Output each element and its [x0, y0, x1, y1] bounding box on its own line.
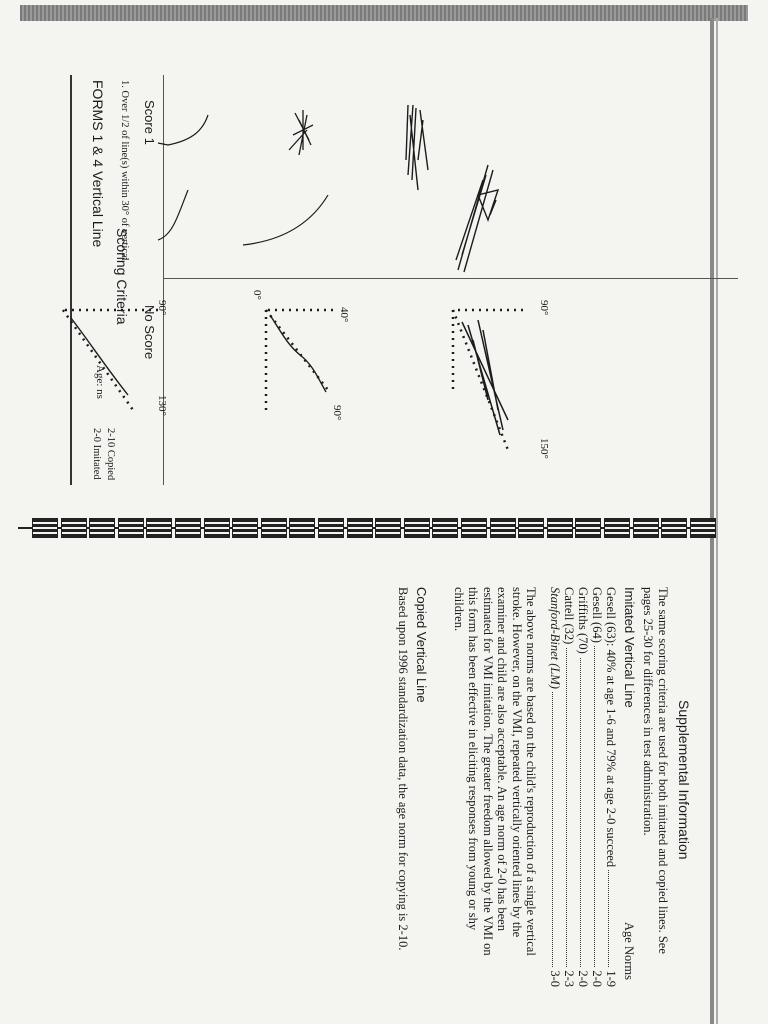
criteria-subtitle: Scoring Criteria [114, 228, 130, 325]
angle-label-90-a: 90° [538, 300, 550, 316]
intro-line-2: pages 25-30 for differences in test administration. [641, 587, 655, 836]
norm-row [575, 587, 590, 987]
angle-label-0: 0° [251, 290, 263, 300]
score1-sample-scribble-bottom [448, 160, 528, 280]
supplemental-heading: Supplemental Information [676, 700, 692, 860]
angle-label-40: 40° [338, 307, 350, 323]
angle-label-90-b: 90° [331, 405, 343, 421]
norm-row [589, 587, 604, 987]
age-imitated: 2-0 Imitated [91, 428, 102, 480]
norm-age: 2-3 [562, 970, 576, 987]
no-score-40-diagram [258, 300, 338, 420]
para-line: this form has been effective in eliciting responses from young or shy [466, 587, 481, 931]
norm-age: 2-0 [590, 970, 604, 987]
norm-row [561, 587, 576, 987]
norm-source: Gesell (63): 40% at age 1-6 and 79% at age 2-0 succeed [604, 587, 618, 870]
no-score-heading: No Score [142, 305, 157, 360]
norm-source: Gesell (64) [590, 587, 604, 646]
norms-explanation [452, 587, 538, 956]
norm-row [547, 587, 562, 987]
para-line: stroke. However, on the VMI, repeated vertically oriented lines by the [509, 587, 524, 938]
header-rule [71, 75, 73, 485]
no-score-150-diagram [448, 300, 528, 460]
score1-heading: Score 1 [142, 100, 157, 145]
para-line: The above norms are based on the child's reproduction of a single vertical [524, 587, 538, 956]
copied-text: Based upon 1996 standardization data, the age norm for copying is 2-10. [396, 587, 410, 951]
score1-sample-small [273, 105, 333, 165]
norm-source: Cattell (32) [562, 587, 576, 647]
age-copied: 2-10 Copied [105, 428, 116, 481]
angle-label-90-c: 90° [156, 300, 168, 316]
angle-label-130: 130° [156, 395, 168, 416]
intro-line-1: The same scoring criteria are used for both imitated and copied lines. See [656, 587, 670, 954]
score1-sample-curve-right [233, 185, 343, 275]
norm-age: 1-9 [604, 970, 618, 987]
imitated-heading: Imitated Vertical Line [622, 587, 637, 708]
form-title: FORMS 1 & 4 Vertical Line [90, 80, 106, 248]
para-line: estimated for VMI imitation. The greater freedom allowed by the VMI on [480, 587, 495, 956]
norm-row [603, 587, 618, 987]
age-norms-heading: Age Norms [622, 922, 636, 980]
para-line: examiner and child are also acceptable. An age norm of 2-0 has been [495, 587, 510, 931]
norm-source: Griffiths (70) [576, 587, 590, 657]
angle-label-150: 150° [538, 438, 550, 459]
norms-table [538, 587, 618, 987]
para-line: children. [452, 587, 467, 632]
copied-heading: Copied Vertical Line [414, 587, 429, 703]
norm-age: 3-0 [548, 970, 562, 987]
age-initial: ns [94, 389, 106, 399]
score1-sample-curve-bottom [148, 185, 228, 275]
criterion-text: 1. Over 1/2 of line(s) within 30° of vertical [119, 80, 130, 261]
norm-age: 2-0 [576, 970, 590, 987]
no-score-130-diagram [53, 300, 163, 420]
age-label-text: Age: [94, 365, 106, 387]
norm-source: Stanford-Binet (LM) [548, 587, 562, 692]
